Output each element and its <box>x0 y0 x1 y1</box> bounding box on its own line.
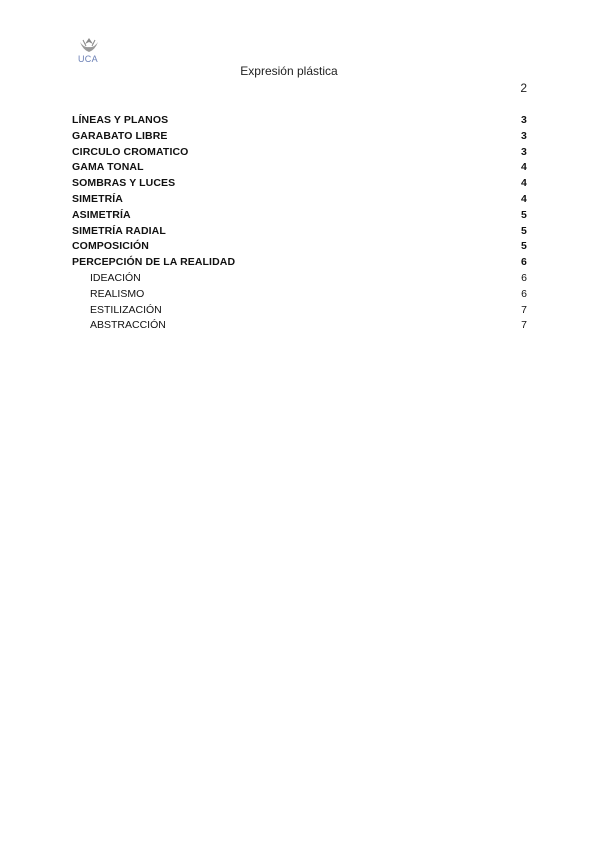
toc-entry-page: 3 <box>521 114 527 126</box>
toc-entry-label: SIMETRÍA RADIAL <box>72 224 166 237</box>
toc-entry-page: 7 <box>521 319 527 332</box>
toc-entry-label: IDEACIÓN <box>90 271 141 284</box>
toc-entry-label: REALISMO <box>90 287 145 300</box>
toc-entry-page: 5 <box>521 240 527 253</box>
toc-entry-page: 6 <box>521 287 527 300</box>
toc-entry-label: LÍNEAS Y PLANOS <box>72 114 169 126</box>
toc-entry-page: 4 <box>521 192 527 205</box>
toc-entry-page: 5 <box>521 208 527 221</box>
toc-entry[interactable] <box>72 224 527 240</box>
toc-entry-label: SIMETRÍA <box>72 192 123 205</box>
toc-entry-label: PERCEPCIÓN DE LA REALIDAD <box>72 256 236 269</box>
toc-entry[interactable] <box>72 239 527 255</box>
toc-entry[interactable] <box>72 176 527 192</box>
toc-entry-page: 4 <box>521 177 527 190</box>
table-of-contents <box>72 113 527 334</box>
toc-entry[interactable] <box>72 208 527 224</box>
toc-entry-label: ABSTRACCIÓN <box>90 319 166 332</box>
toc-entry-label: GARABATO LIBRE <box>72 129 168 142</box>
toc-entry[interactable] <box>72 145 527 161</box>
toc-entry-page: 6 <box>521 271 527 284</box>
toc-entry-page: 3 <box>521 145 527 158</box>
toc-entry[interactable] <box>72 129 527 145</box>
toc-entry[interactable] <box>72 271 527 287</box>
toc-entry[interactable] <box>72 160 527 176</box>
document-title: Expresión plástica <box>240 64 338 78</box>
toc-entry[interactable] <box>72 303 527 319</box>
toc-entry-page: 6 <box>521 256 527 269</box>
toc-entry-page: 3 <box>521 129 527 142</box>
page-number: 2 <box>520 81 527 95</box>
toc-entry[interactable] <box>72 113 527 129</box>
toc-entry[interactable] <box>72 192 527 208</box>
toc-entry-label: ESTILIZACIÓN <box>90 303 162 316</box>
toc-entry[interactable] <box>72 318 527 334</box>
toc-entry-label: CIRCULO CROMATICO <box>72 145 189 158</box>
toc-entry-label: SOMBRAS Y LUCES <box>72 177 176 190</box>
toc-entry[interactable] <box>72 287 527 303</box>
crest-icon <box>74 36 104 56</box>
toc-entry-label: ASIMETRÍA <box>72 208 131 221</box>
toc-entry-label: COMPOSICIÓN <box>72 240 149 253</box>
toc-entry-page: 5 <box>521 224 527 237</box>
toc-entry[interactable] <box>72 255 527 271</box>
toc-entry-page: 7 <box>521 303 527 316</box>
logo-text: UCA <box>78 54 98 64</box>
toc-entry-label: GAMA TONAL <box>72 161 144 174</box>
toc-entry-page: 4 <box>521 161 527 174</box>
